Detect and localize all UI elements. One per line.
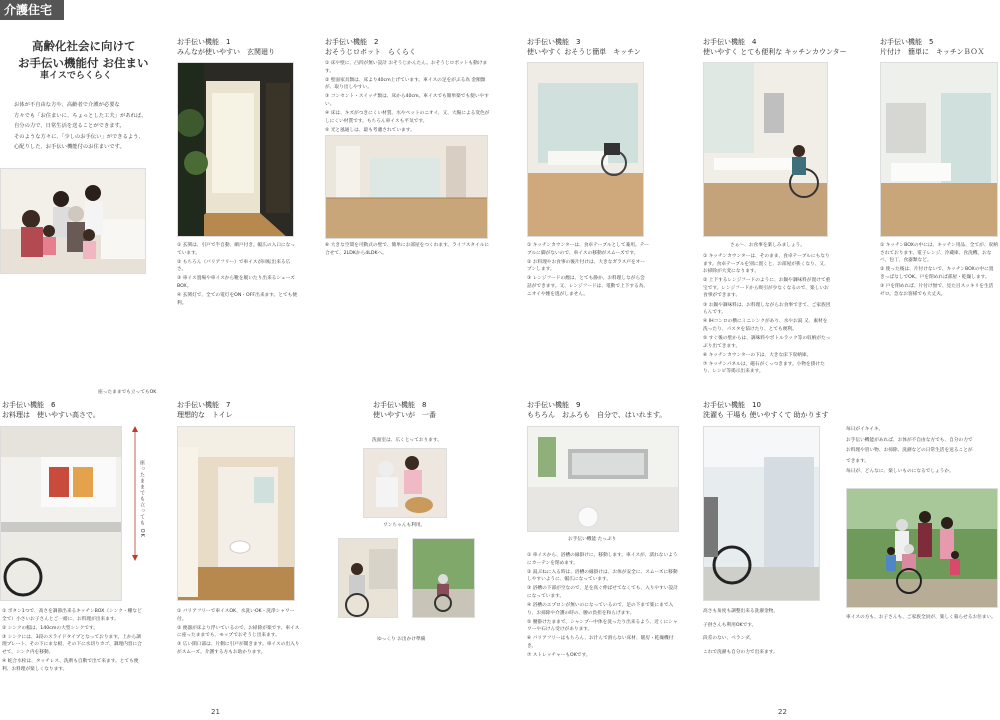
note-item: ⑦ ストレッチャーもOKです。	[527, 653, 591, 659]
feature-8-caption-mid: ワンちゃんも利用。	[383, 523, 426, 528]
note-item: ⑤ 光と風通しは、最も考慮されています。	[325, 127, 415, 133]
feature-9-photo	[527, 426, 679, 532]
closing-body	[846, 425, 998, 478]
feature-subtitle: おそうじロボット らくらく	[325, 47, 416, 56]
closing-photo	[846, 488, 998, 608]
note-item: ③ お鍋や調味料は、お料理しながらお食事できて、ご家族団らんです。	[703, 302, 831, 316]
feature-6-heading	[2, 401, 132, 420]
feature-1-heading	[177, 38, 317, 57]
feature-label: お手伝い機能 4	[703, 38, 757, 46]
feature-8-photo-dog	[363, 448, 447, 518]
note-item: ④ 蛇合水栓は、タッチレス、洗剤も自動で出て来ます。とても便利、お料理が楽しくなります。	[2, 659, 139, 672]
feature-5-heading	[880, 38, 998, 57]
note-item: ① バリアフリーで車イスOK、水洗いOK・洗浄シャワー付。	[177, 609, 295, 622]
feature-subtitle: お料理は 使いやすい高さで。	[2, 410, 100, 419]
note-item: ① ボタン1つで、高さを調節出来るキッチンBOX（シンク・棚など全て）小さいお子さんとご一緒に、お料理が出来ます。	[2, 609, 142, 622]
note-item: 子供さんも利用OKです。	[703, 622, 757, 628]
feature-4-heading	[703, 38, 873, 57]
note-item: ② 壁面家具類は、床より40cm上げています。車イスの足をがぶる為 金額類が、取り出しやすい。	[325, 77, 486, 91]
feature-8-photo-wash	[338, 538, 398, 618]
feature-label: お手伝い機能 8	[373, 401, 427, 409]
intro-subtitle: 車イスでらくらく	[40, 71, 112, 81]
note-item: ⑤ 腰掛けたままで、シャンプー中体を洗ったり出来るよう、近くにシャワーや石けん受けがあります。	[527, 619, 678, 633]
note-item: ③ シンクには、3段のスライドタイプとなっております。上から調理プレート、その下にまな板、その下に水切りカゴ、調理内容に合せて、シンク内を移動。	[2, 634, 142, 655]
feature-subtitle: 使いやすく おそうじ簡単 キッチン	[527, 47, 641, 56]
feature-3-photo	[527, 62, 644, 237]
feature-7-heading	[177, 401, 307, 420]
note-item: ① 床や壁に、凸凹が無い設計 おそうじかんたん。おそうじロボットも動けます。	[325, 61, 488, 74]
feature-1-notes	[177, 242, 299, 309]
feature-8-heading	[373, 401, 483, 420]
note-item: 高さも角度も調整出来る洗濯金物。	[703, 609, 779, 614]
feature-label: お手伝い機能 5	[880, 38, 934, 46]
feature-6-notes	[2, 608, 142, 675]
note-item: ② もちろん（バリアフリー）で車イスが回転出来る広さ。	[177, 259, 291, 273]
note-item: ⑥ 大きな空間を可動式の壁で、簡単にお部屋をつくれます。ライフスタイルに合せて、2LDKから4LDKへ。	[325, 243, 490, 256]
note-item: ④ 床は、キズがつきにくい材質。水やペットのニオイ、又、大腸による変色がしにくい材質です。もちろん車イスも平気です。	[325, 111, 490, 124]
note-item: ③ 広い開口部は、片側に引戸が開きます。車イスの出入りがスムーズ。介護する方もお助かります。	[177, 642, 300, 655]
feature-5-photo	[880, 62, 998, 237]
feature-2-notes-top	[325, 60, 490, 136]
feature-subtitle: もちろん おふろも 自分で、はいれます。	[527, 410, 667, 419]
intro-body-line: そのような方々に、「少しのお手伝い」ができるよう、	[14, 133, 144, 140]
closing-line: お料理や買い物、お掃除、洗濯などの日常生活を送ることが	[846, 448, 973, 453]
family-photo	[0, 168, 146, 274]
feature-7-photo	[177, 426, 295, 601]
feature-label: お手伝い機能 1	[177, 38, 231, 46]
feature-label: お手伝い機能 2	[325, 38, 379, 46]
note-item: ④ IHコンロの横にミニシンクがあり、水やお湯 又、素材を洗ったり、パスタを茹けたり、とても便利。	[703, 319, 828, 332]
closing-line: できます。	[846, 458, 870, 464]
feature-subtitle: 理想的な トイレ	[177, 410, 233, 419]
feature-label: お手伝い機能 6	[2, 401, 56, 409]
feature-subtitle: 洗濯も 干場も 使いやすくて 助かります	[703, 410, 829, 419]
feature-label: お手伝い機能 7	[177, 401, 231, 409]
feature-subtitle: 使いやすいが 一番	[373, 410, 436, 419]
intro-title	[18, 38, 149, 72]
feature-subtitle: 使いやすく とても便利な キッチンカウンター	[703, 47, 847, 56]
note-item: ② 上下するレンジフードのように、お鍋や調味料が置けて重宝です。レンジフードから吸引が少なくなるので、楽しいお食事ができます。	[703, 278, 831, 299]
closing-line: お手伝い機能があれば、お体が不自由な方でも、自分の力で	[846, 437, 973, 443]
note-item: これで洗濯も自分の力で出来ます。	[703, 649, 778, 655]
note-item: ② 便器が床より浮いているので、お掃除が楽です。車イスに座ったままでも、モップでおそうじ出来ます。	[177, 625, 300, 639]
feature-9-notes	[527, 552, 682, 661]
feature-9-heading	[527, 401, 692, 420]
feature-5-notes	[880, 242, 998, 300]
note-item: ① 車イスから、浴槽の縁掛けに、移動します。車イスが、濡れないようにカーテンを閉めます。	[527, 553, 678, 566]
note-item: ④ 玄関灯で、全ての電灯をON・OFF出来ます。とても便利。	[177, 293, 297, 306]
note-item: ⑤ すぐ後の壁からは、調味料やボトルラック等の収納がたっぷり出てきます。	[703, 335, 831, 349]
intro-body-line: 方々でも「お住まいに、ちょっとした工夫」があれば、	[14, 112, 147, 119]
note-item: ④ 浴槽のエプロンが無いのになっているので、足の下まで楽にまで入り、お掃除や介護の時の、腰の負担を和らげます。	[527, 603, 674, 616]
note-item: ③ 車イス置場や車イスから靴を履いたり出来るシューズBOX。	[177, 276, 295, 289]
feature-label: お手伝い機能 3	[527, 38, 581, 46]
note-item: ③ 浴槽の下部が空なので、足を真ぐ伸ばせてなくても、入りやすい設計になっています。	[527, 586, 678, 599]
feature-2-heading	[325, 38, 495, 57]
note-item: ⑥ キッチンカウンターの下は、大きな床下収納庫。	[703, 352, 812, 358]
note-item: ① 玄関は、引戸で半自動、網戸付き。幅広の入口になっています。	[177, 243, 296, 256]
intro-title-line1: 高齢化社会に向けて	[32, 39, 136, 53]
feature-8-photo-outdoor	[412, 538, 475, 618]
closing-line: 毎日がイキイキ。	[846, 427, 884, 432]
note-item: ③ 戸を閉めれば、片付け無で、見た目スッキリを生活ゼロ。急なお客様でも大丈夫。	[880, 283, 994, 297]
feature-4-photo	[703, 62, 828, 237]
feature-label: お手伝い機能 10	[703, 401, 761, 409]
note-item: ③ レンジフードの煙は、とても静か。お料理しながら会話ができます。又、レンジフードは、電動で上下する為、ニオイや煙を逃がしません。	[527, 276, 649, 297]
intro-body-line: お体が不自由な方や、高齢者で介護が必要な	[14, 102, 120, 108]
note-item: ⑥ バリアフリーはもちろん、お汁んで滑らない床材、暖房・乾燥機付き。	[527, 636, 674, 650]
note-item: ③ コンセント・スイッチ類は、床から40cm。車イスでも簡単楽でも使いやすい。	[325, 94, 489, 107]
feature-10-notes	[703, 608, 828, 658]
feature-10-heading	[703, 401, 843, 420]
feature-subtitle: みんなが使いやすい 玄関廻り	[177, 47, 275, 56]
intro-body	[14, 100, 164, 153]
closing-caption: 車イスの方も、お子さんも、ご家族全員が、楽しく暮らせるお住まい。	[846, 615, 996, 620]
feature-subtitle: 片付け 簡単に キッチンＢＯＸ	[880, 47, 985, 56]
note-item: ① キッチンカウンターは、食卓テーブルとして兼用。テーブルに脚がないので、車イスの移動がスムーズです。	[527, 243, 649, 256]
feature-4-notes	[703, 253, 831, 377]
intro-title-line2: お手伝い機能付 お住まい	[18, 56, 149, 70]
note-item: ① キッチンBOXの中には、キッチン用品、全てが、収納されております。電子レンジ、冷蔵庫、食洗機、おなべ、包丁、食器類など。	[880, 243, 998, 264]
feature-2-notes-bottom	[325, 242, 490, 259]
feature-6-top-caption: 座ったままでも立ってもOK	[98, 390, 157, 395]
note-item: ② 使った後は、片付けないで、キッチンBOXの中に置きっぱなしでOK。戸を閉めれば部屋・乾燥します。	[880, 267, 994, 280]
feature-8-caption-bottom: ゆっくり お出かけ準備	[377, 637, 426, 642]
feature-6-side-text: 座ったままでも立っても OK	[139, 460, 145, 538]
note-item: ② お料理やお食事の後片付けは、大きなガラス戸をオープンします。	[527, 259, 646, 273]
note-item: 段差のない、ベランダ。	[703, 636, 755, 642]
feature-label: お手伝い機能 9	[527, 401, 581, 409]
feature-7-notes	[177, 608, 302, 658]
note-item: ② シンクの幅は、140cmの大型シンクです。	[2, 625, 98, 631]
feature-4-caption: さぁ〜、お食事を楽しみましょう。	[730, 243, 806, 248]
page-number-right: 22	[778, 708, 787, 716]
closing-line: 毎日が、どんなに、楽しいものになるでしょうか。	[846, 469, 954, 474]
note-item: ① キッチンカウンターは、そのまま、食卓テーブルにもなります。食卓テーブルを別に置くと、お部屋が狭くなり、又、お掃除が大変になります。	[703, 254, 830, 275]
feature-6-photo	[0, 426, 122, 601]
feature-10-photo	[703, 426, 820, 601]
feature-3-notes	[527, 242, 649, 300]
intro-body-line: 自分の力で、日常生活を送ることができます。	[14, 123, 125, 129]
intro-body-line: 心配りした、お手伝い機能付のお住まいです。	[14, 144, 125, 150]
feature-3-heading	[527, 38, 677, 57]
feature-2-photo	[325, 135, 488, 239]
feature-8-caption-top: 洗面室は、広くとっております。	[372, 438, 442, 443]
feature-9-caption: お手伝い機能 たっぷり	[568, 537, 617, 542]
section-tag: 介護住宅	[0, 0, 64, 20]
feature-1-photo	[177, 62, 294, 237]
note-item: ⑦ キッチンパネルは、磁石がくっつきます。小物を掛けたり、レシピ等掲示出来ます。	[703, 361, 825, 375]
note-item: ② 湯ぶねに入る時は、浴槽の縁掛けは、お体が安全に、スムーズに移動しやすいように、幅広になっています。	[527, 569, 678, 583]
page-number-left: 21	[211, 708, 220, 716]
